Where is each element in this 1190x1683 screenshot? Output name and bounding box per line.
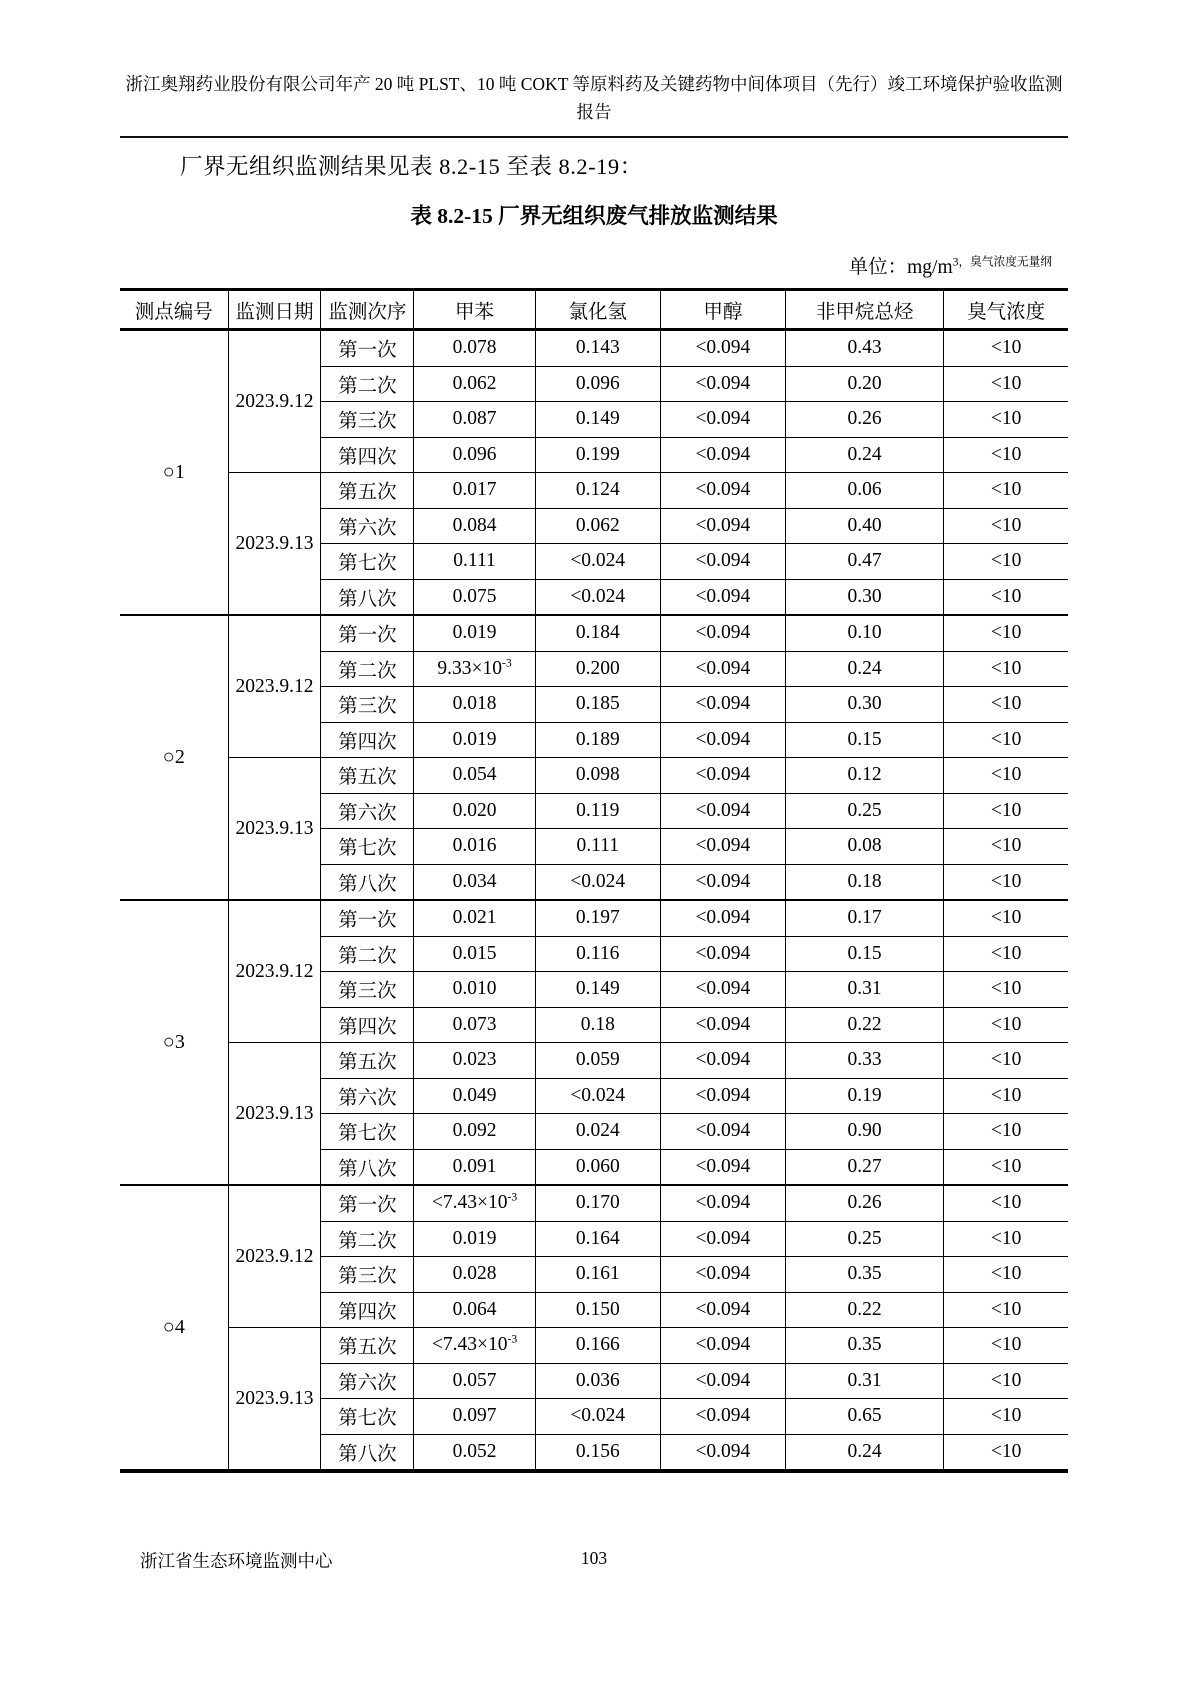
value-cell: <0.094 — [660, 936, 785, 972]
value-cell: 0.111 — [414, 544, 535, 580]
date-cell: 2023.9.13 — [228, 758, 321, 901]
table-row — [120, 900, 1068, 936]
value-cell: 0.049 — [414, 1078, 535, 1114]
page-number: 103 — [580, 1548, 608, 1568]
run-order-cell: 第八次 — [321, 1149, 414, 1185]
column-header: 氯化氢 — [535, 290, 660, 330]
value-cell: 0.22 — [785, 1292, 943, 1328]
run-order-cell: 第五次 — [321, 473, 414, 509]
value-cell: 0.65 — [785, 1399, 943, 1435]
value-cell: <0.094 — [660, 1363, 785, 1399]
value-cell: 0.30 — [785, 687, 943, 723]
value-cell: 0.075 — [414, 579, 535, 615]
value-cell: <0.094 — [660, 651, 785, 687]
value-cell: 0.19 — [785, 1078, 943, 1114]
run-order-cell: 第八次 — [321, 1434, 414, 1471]
date-cell: 2023.9.13 — [228, 1328, 321, 1472]
run-order-cell: 第一次 — [321, 330, 414, 367]
value-cell: 0.020 — [414, 793, 535, 829]
value-cell: <0.094 — [660, 579, 785, 615]
value-cell: 0.164 — [535, 1221, 660, 1257]
value-cell: 0.124 — [535, 473, 660, 509]
run-order-cell: 第二次 — [321, 366, 414, 402]
value-cell: $<7.43\times 10^{-3}$ — [414, 1185, 535, 1221]
value-cell: 0.019 — [414, 615, 535, 651]
run-order-cell: 第四次 — [321, 722, 414, 758]
value-cell: 0.054 — [414, 758, 535, 794]
run-order-cell: 第二次 — [321, 1221, 414, 1257]
value-cell: 0.023 — [414, 1043, 535, 1079]
value-cell: <10 — [944, 1363, 1068, 1399]
table-row — [120, 1043, 1068, 1079]
value-cell: <0.094 — [660, 1399, 785, 1435]
value-cell: <10 — [944, 402, 1068, 438]
value-cell: 0.22 — [785, 1007, 943, 1043]
value-cell: $9.33\times 10^{-3}$ — [414, 651, 535, 687]
header-divider — [120, 136, 1068, 138]
value-cell: 0.019 — [414, 1221, 535, 1257]
value-cell: <0.094 — [660, 1257, 785, 1293]
date-cell: 2023.9.13 — [228, 473, 321, 616]
value-cell: 0.150 — [535, 1292, 660, 1328]
value-cell: 0.10 — [785, 615, 943, 651]
value-cell: <10 — [944, 687, 1068, 723]
value-cell: 0.087 — [414, 402, 535, 438]
run-order-cell: 第七次 — [321, 544, 414, 580]
table-row — [120, 1185, 1068, 1221]
value-cell: <0.094 — [660, 437, 785, 473]
value-cell: <0.094 — [660, 900, 785, 936]
value-cell: 0.149 — [535, 402, 660, 438]
value-cell: 0.059 — [535, 1043, 660, 1079]
value-cell: <0.094 — [660, 1434, 785, 1471]
value-cell: <0.094 — [660, 1078, 785, 1114]
value-cell: <10 — [944, 758, 1068, 794]
value-cell: 0.161 — [535, 1257, 660, 1293]
value-cell: 0.25 — [785, 1221, 943, 1257]
monitoring-results-table — [120, 288, 1068, 1473]
value-cell: <10 — [944, 579, 1068, 615]
value-cell: 0.12 — [785, 758, 943, 794]
value-cell: 0.024 — [535, 1114, 660, 1150]
value-cell: <0.094 — [660, 1221, 785, 1257]
value-cell: <0.094 — [660, 1292, 785, 1328]
value-cell: <0.094 — [660, 793, 785, 829]
run-order-cell: 第六次 — [321, 793, 414, 829]
column-header: 监测日期 — [228, 290, 321, 330]
value-cell: 0.062 — [414, 366, 535, 402]
value-cell: <10 — [944, 1257, 1068, 1293]
value-cell: 0.47 — [785, 544, 943, 580]
value-cell: 0.185 — [535, 687, 660, 723]
run-order-cell: 第一次 — [321, 615, 414, 651]
value-cell: 0.35 — [785, 1328, 943, 1364]
value-cell: 0.156 — [535, 1434, 660, 1471]
value-cell: 0.199 — [535, 437, 660, 473]
run-order-cell: 第六次 — [321, 1078, 414, 1114]
table-row — [120, 615, 1068, 651]
value-cell: 0.062 — [535, 508, 660, 544]
value-cell: 0.200 — [535, 651, 660, 687]
value-cell: <10 — [944, 793, 1068, 829]
run-order-cell: 第三次 — [321, 1257, 414, 1293]
value-cell: 0.25 — [785, 793, 943, 829]
run-order-cell: 第二次 — [321, 651, 414, 687]
value-cell: 0.24 — [785, 437, 943, 473]
value-cell: 0.90 — [785, 1114, 943, 1150]
value-cell: 0.015 — [414, 936, 535, 972]
value-cell: 0.092 — [414, 1114, 535, 1150]
value-cell: 0.060 — [535, 1149, 660, 1185]
value-cell: <10 — [944, 651, 1068, 687]
value-cell: <0.094 — [660, 366, 785, 402]
run-order-cell: 第一次 — [321, 900, 414, 936]
value-cell: 0.43 — [785, 330, 943, 367]
value-cell: 0.35 — [785, 1257, 943, 1293]
value-cell: <10 — [944, 864, 1068, 900]
value-cell: <0.094 — [660, 722, 785, 758]
run-order-cell: 第七次 — [321, 1114, 414, 1150]
table-body — [120, 330, 1068, 1472]
run-order-cell: 第七次 — [321, 829, 414, 865]
value-cell: <0.094 — [660, 1114, 785, 1150]
value-cell: 0.166 — [535, 1328, 660, 1364]
table-header-row — [120, 290, 1068, 330]
value-cell: <0.094 — [660, 1328, 785, 1364]
value-cell: <10 — [944, 1399, 1068, 1435]
value-cell: 0.028 — [414, 1257, 535, 1293]
value-cell: <10 — [944, 1007, 1068, 1043]
point-id-cell: ○2 — [120, 615, 228, 900]
value-cell: 0.096 — [414, 437, 535, 473]
run-order-cell: 第七次 — [321, 1399, 414, 1435]
run-order-cell: 第四次 — [321, 437, 414, 473]
table-row — [120, 1328, 1068, 1364]
value-cell: <0.024 — [535, 864, 660, 900]
value-cell: 0.18 — [535, 1007, 660, 1043]
value-cell: 0.197 — [535, 900, 660, 936]
date-cell: 2023.9.13 — [228, 1043, 321, 1186]
value-cell: <0.024 — [535, 1399, 660, 1435]
value-cell: <10 — [944, 972, 1068, 1008]
value-cell: 0.034 — [414, 864, 535, 900]
date-cell: 2023.9.12 — [228, 615, 321, 758]
value-cell: 0.143 — [535, 330, 660, 367]
value-cell: 0.17 — [785, 900, 943, 936]
value-cell: 0.184 — [535, 615, 660, 651]
value-cell: 0.26 — [785, 402, 943, 438]
value-cell: 0.119 — [535, 793, 660, 829]
value-cell: 0.40 — [785, 508, 943, 544]
date-cell: 2023.9.12 — [228, 900, 321, 1043]
run-order-cell: 第二次 — [321, 936, 414, 972]
intro-paragraph: 厂界无组织监测结果见表 8.2-15 至表 8.2-19： — [180, 154, 643, 179]
value-cell: <0.094 — [660, 330, 785, 367]
run-order-cell: 第五次 — [321, 1043, 414, 1079]
value-cell: <10 — [944, 1043, 1068, 1079]
point-id-cell: ○3 — [120, 900, 228, 1185]
value-cell: 0.116 — [535, 936, 660, 972]
value-cell: 0.33 — [785, 1043, 943, 1079]
value-cell: <0.094 — [660, 1043, 785, 1079]
unit-note: 单位：$mg/m^{3,臭气浓度无量纲}$ — [848, 255, 1052, 278]
value-cell: <0.024 — [535, 1078, 660, 1114]
value-cell: <0.094 — [660, 1149, 785, 1185]
value-cell: <10 — [944, 508, 1068, 544]
table-row — [120, 758, 1068, 794]
value-cell: <0.094 — [660, 758, 785, 794]
value-cell: <10 — [944, 1078, 1068, 1114]
value-cell: 0.018 — [414, 687, 535, 723]
value-cell: <0.094 — [660, 544, 785, 580]
run-order-cell: 第六次 — [321, 508, 414, 544]
run-order-cell: 第六次 — [321, 1363, 414, 1399]
value-cell: 0.096 — [535, 366, 660, 402]
value-cell: <0.094 — [660, 615, 785, 651]
run-order-cell: 第四次 — [321, 1007, 414, 1043]
value-cell: 0.016 — [414, 829, 535, 865]
value-cell: <0.094 — [660, 829, 785, 865]
value-cell: 0.017 — [414, 473, 535, 509]
value-cell: 0.111 — [535, 829, 660, 865]
value-cell: <0.094 — [660, 473, 785, 509]
column-header: 臭气浓度 — [944, 290, 1068, 330]
value-cell: <10 — [944, 1221, 1068, 1257]
column-header: 监测次序 — [321, 290, 414, 330]
value-cell: 0.084 — [414, 508, 535, 544]
date-cell: 2023.9.12 — [228, 1185, 321, 1328]
value-cell: 0.097 — [414, 1399, 535, 1435]
value-cell: <10 — [944, 722, 1068, 758]
value-cell: 0.26 — [785, 1185, 943, 1221]
column-header: 测点编号 — [120, 290, 228, 330]
value-cell: <10 — [944, 330, 1068, 367]
value-cell: <10 — [944, 473, 1068, 509]
value-cell: 0.073 — [414, 1007, 535, 1043]
value-cell: 0.15 — [785, 722, 943, 758]
run-order-cell: 第三次 — [321, 972, 414, 1008]
value-cell: <0.094 — [660, 1007, 785, 1043]
value-cell: <0.094 — [660, 1185, 785, 1221]
value-cell: <0.024 — [535, 579, 660, 615]
value-cell: 0.098 — [535, 758, 660, 794]
value-cell: 0.15 — [785, 936, 943, 972]
value-cell: <10 — [944, 615, 1068, 651]
value-cell: 0.31 — [785, 972, 943, 1008]
run-order-cell: 第三次 — [321, 687, 414, 723]
run-order-cell: 第五次 — [321, 1328, 414, 1364]
value-cell: <10 — [944, 1114, 1068, 1150]
table-row — [120, 330, 1068, 367]
value-cell: 0.24 — [785, 1434, 943, 1471]
value-cell: 0.036 — [535, 1363, 660, 1399]
value-cell: <10 — [944, 1149, 1068, 1185]
value-cell: 0.24 — [785, 651, 943, 687]
value-cell: 0.052 — [414, 1434, 535, 1471]
value-cell: <10 — [944, 366, 1068, 402]
value-cell: <0.094 — [660, 402, 785, 438]
run-order-cell: 第八次 — [321, 864, 414, 900]
run-order-cell: 第五次 — [321, 758, 414, 794]
value-cell: 0.078 — [414, 330, 535, 367]
value-cell: <10 — [944, 1328, 1068, 1364]
point-id-cell: ○1 — [162, 461, 185, 483]
value-cell: <10 — [944, 437, 1068, 473]
point-id-cell: ○4 — [120, 1185, 228, 1471]
column-header: 非甲烷总烃 — [785, 290, 943, 330]
value-cell: 0.019 — [414, 722, 535, 758]
value-cell: 0.057 — [414, 1363, 535, 1399]
column-header: 甲苯 — [414, 290, 535, 330]
value-cell: <10 — [944, 936, 1068, 972]
run-order-cell: 第一次 — [321, 1185, 414, 1221]
value-cell: <10 — [944, 900, 1068, 936]
value-cell: 0.30 — [785, 579, 943, 615]
run-order-cell: 第四次 — [321, 1292, 414, 1328]
value-cell: <0.094 — [660, 864, 785, 900]
value-cell: 0.149 — [535, 972, 660, 1008]
value-cell: <10 — [944, 1434, 1068, 1471]
value-cell: <0.094 — [660, 687, 785, 723]
table-row — [120, 473, 1068, 509]
value-cell: 0.189 — [535, 722, 660, 758]
value-cell: 0.021 — [414, 900, 535, 936]
value-cell: $<7.43\times 10^{-3}$ — [414, 1328, 535, 1364]
footer-organization: 浙江省生态环境监测中心 — [140, 1551, 333, 1571]
value-cell: <0.024 — [535, 544, 660, 580]
value-cell: 0.010 — [414, 972, 535, 1008]
value-cell: 0.08 — [785, 829, 943, 865]
table-title: 表 8.2-15 厂界无组织废气排放监测结果 — [410, 204, 778, 228]
value-cell: <10 — [944, 544, 1068, 580]
value-cell: 0.091 — [414, 1149, 535, 1185]
value-cell: 0.31 — [785, 1363, 943, 1399]
value-cell: 0.27 — [785, 1149, 943, 1185]
value-cell: <0.094 — [660, 972, 785, 1008]
run-order-cell: 第三次 — [321, 402, 414, 438]
value-cell: <0.094 — [660, 508, 785, 544]
value-cell: <10 — [944, 1292, 1068, 1328]
value-cell: <10 — [944, 829, 1068, 865]
value-cell: 0.170 — [535, 1185, 660, 1221]
value-cell: 0.06 — [785, 473, 943, 509]
value-cell: <10 — [944, 1185, 1068, 1221]
column-header: 甲醇 — [660, 290, 785, 330]
document-header: 浙江奥翔药业股份有限公司年产 20 吨 PLST、10 吨 COKT 等原料药及关键药物中间体项目（先行）竣工环境保护验收监测报告 — [125, 74, 1063, 123]
run-order-cell: 第八次 — [321, 579, 414, 615]
value-cell: 0.18 — [785, 864, 943, 900]
value-cell: 0.20 — [785, 366, 943, 402]
value-cell: 0.064 — [414, 1292, 535, 1328]
date-cell: 2023.9.12 — [228, 330, 321, 473]
